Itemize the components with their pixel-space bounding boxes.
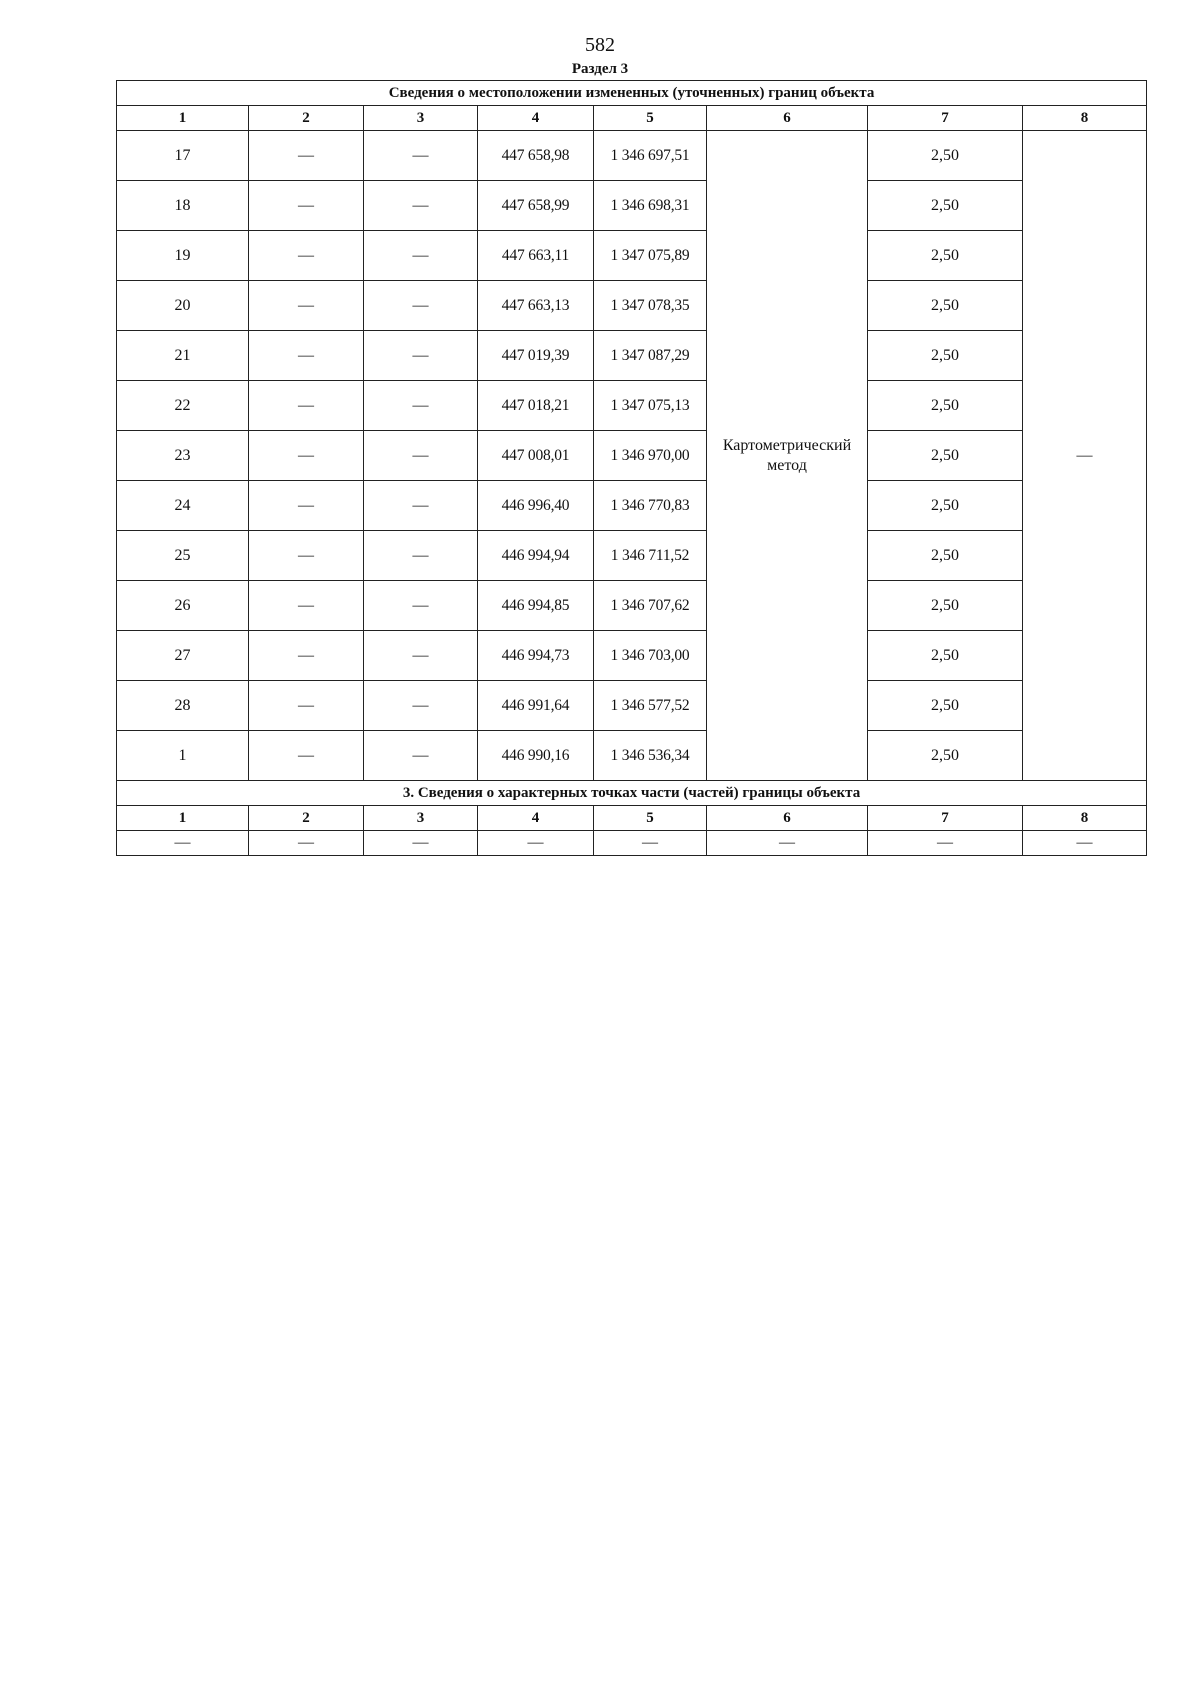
- y-coordinate-cell: 1 346 698,31: [594, 181, 707, 231]
- table2-caption-row: [117, 781, 1147, 806]
- accuracy-cell: 2,50: [868, 481, 1023, 531]
- col2-cell: —: [249, 481, 364, 531]
- col2-cell: —: [249, 281, 364, 331]
- accuracy-cell: 2,50: [868, 131, 1023, 181]
- col3-cell: —: [364, 431, 478, 481]
- y-coordinate-cell: 1 347 087,29: [594, 331, 707, 381]
- col2-cell: —: [249, 181, 364, 231]
- y-coordinate-cell: 1 347 078,35: [594, 281, 707, 331]
- table1-header-cell: 8: [1023, 106, 1147, 131]
- x-coordinate-cell: 446 990,16: [478, 731, 594, 781]
- y-coordinate-cell: 1 346 697,51: [594, 131, 707, 181]
- point-number-cell: 24: [117, 481, 249, 531]
- y-coordinate-cell: 1 346 707,62: [594, 581, 707, 631]
- accuracy-cell: 2,50: [868, 381, 1023, 431]
- col3-cell: —: [364, 281, 478, 331]
- table-row: [117, 331, 1147, 381]
- table2-cell: —: [478, 831, 594, 856]
- col2-cell: —: [249, 581, 364, 631]
- col2-cell: —: [249, 381, 364, 431]
- y-coordinate-cell: 1 346 711,52: [594, 531, 707, 581]
- x-coordinate-cell: 447 663,13: [478, 281, 594, 331]
- table2-header-cell: 7: [868, 806, 1023, 831]
- x-coordinate-cell: 446 994,73: [478, 631, 594, 681]
- table1-caption: Сведения о местоположении измененных (уточненных) границ объекта: [117, 81, 1147, 106]
- x-coordinate-cell: 446 996,40: [478, 481, 594, 531]
- point-number-cell: 26: [117, 581, 249, 631]
- y-coordinate-cell: 1 346 703,00: [594, 631, 707, 681]
- col3-cell: —: [364, 631, 478, 681]
- table2-caption: 3. Сведения о характерных точках части (частей) границы объекта: [117, 781, 1147, 806]
- col2-cell: —: [249, 731, 364, 781]
- point-number-cell: 25: [117, 531, 249, 581]
- y-coordinate-cell: 1 347 075,13: [594, 381, 707, 431]
- point-number-cell: 17: [117, 131, 249, 181]
- point-number-cell: 19: [117, 231, 249, 281]
- col2-cell: —: [249, 631, 364, 681]
- accuracy-cell: 2,50: [868, 681, 1023, 731]
- table2-header-row: [117, 806, 1147, 831]
- x-coordinate-cell: 447 018,21: [478, 381, 594, 431]
- table-row: [117, 381, 1147, 431]
- table2-row: [117, 831, 1147, 856]
- table-row: [117, 581, 1147, 631]
- table-row: [117, 631, 1147, 681]
- y-coordinate-cell: 1 346 770,83: [594, 481, 707, 531]
- accuracy-cell: 2,50: [868, 331, 1023, 381]
- table-row: [117, 131, 1147, 181]
- col8-cell: —: [1023, 131, 1147, 781]
- x-coordinate-cell: 446 991,64: [478, 681, 594, 731]
- point-number-cell: 18: [117, 181, 249, 231]
- table1-header-cell: 3: [364, 106, 478, 131]
- accuracy-cell: 2,50: [868, 581, 1023, 631]
- x-coordinate-cell: 447 008,01: [478, 431, 594, 481]
- col3-cell: —: [364, 381, 478, 431]
- point-number-cell: 1: [117, 731, 249, 781]
- table1-header-cell: 5: [594, 106, 707, 131]
- table1-header-cell: 4: [478, 106, 594, 131]
- col3-cell: —: [364, 481, 478, 531]
- x-coordinate-cell: 447 663,11: [478, 231, 594, 281]
- col3-cell: —: [364, 731, 478, 781]
- table1-header-row: [117, 106, 1147, 131]
- table-body: [117, 81, 1147, 856]
- table2-cell: —: [707, 831, 868, 856]
- table2-header-cell: 5: [594, 806, 707, 831]
- table2-header-cell: 4: [478, 806, 594, 831]
- table2-header-cell: 8: [1023, 806, 1147, 831]
- x-coordinate-cell: 447 019,39: [478, 331, 594, 381]
- col3-cell: —: [364, 581, 478, 631]
- table-row: [117, 431, 1147, 481]
- col3-cell: —: [364, 531, 478, 581]
- col2-cell: —: [249, 331, 364, 381]
- table2-cell: —: [249, 831, 364, 856]
- table2-cell: —: [364, 831, 478, 856]
- x-coordinate-cell: 446 994,85: [478, 581, 594, 631]
- table1-caption-row: [117, 81, 1147, 106]
- page-number: 582: [585, 34, 615, 56]
- y-coordinate-cell: 1 347 075,89: [594, 231, 707, 281]
- y-coordinate-cell: 1 346 970,00: [594, 431, 707, 481]
- table2-header-cell: 1: [117, 806, 249, 831]
- point-number-cell: 23: [117, 431, 249, 481]
- table2-cell: —: [1023, 831, 1147, 856]
- col3-cell: —: [364, 331, 478, 381]
- point-number-cell: 27: [117, 631, 249, 681]
- y-coordinate-cell: 1 346 536,34: [594, 731, 707, 781]
- point-number-cell: 28: [117, 681, 249, 731]
- table-row: [117, 481, 1147, 531]
- point-number-cell: 22: [117, 381, 249, 431]
- table1-header-cell: 6: [707, 106, 868, 131]
- table1-header-cell: 1: [117, 106, 249, 131]
- col2-cell: —: [249, 431, 364, 481]
- x-coordinate-cell: 447 658,98: [478, 131, 594, 181]
- table-row: [117, 731, 1147, 781]
- table2-header-cell: 3: [364, 806, 478, 831]
- col2-cell: —: [249, 231, 364, 281]
- accuracy-cell: 2,50: [868, 731, 1023, 781]
- accuracy-cell: 2,50: [868, 281, 1023, 331]
- accuracy-cell: 2,50: [868, 531, 1023, 581]
- table2-cell: —: [117, 831, 249, 856]
- table-row: [117, 281, 1147, 331]
- y-coordinate-cell: 1 346 577,52: [594, 681, 707, 731]
- accuracy-cell: 2,50: [868, 181, 1023, 231]
- point-number-cell: 21: [117, 331, 249, 381]
- accuracy-cell: 2,50: [868, 631, 1023, 681]
- x-coordinate-cell: 447 658,99: [478, 181, 594, 231]
- table-row: [117, 681, 1147, 731]
- table2-cell: —: [594, 831, 707, 856]
- accuracy-cell: 2,50: [868, 431, 1023, 481]
- accuracy-cell: 2,50: [868, 231, 1023, 281]
- table2-header-cell: 6: [707, 806, 868, 831]
- table-row: [117, 231, 1147, 281]
- method-cell: Картометрический метод: [707, 131, 868, 781]
- col2-cell: —: [249, 131, 364, 181]
- col3-cell: —: [364, 131, 478, 181]
- col3-cell: —: [364, 181, 478, 231]
- col2-cell: —: [249, 531, 364, 581]
- x-coordinate-cell: 446 994,94: [478, 531, 594, 581]
- col2-cell: —: [249, 681, 364, 731]
- col3-cell: —: [364, 681, 478, 731]
- table2-header-cell: 2: [249, 806, 364, 831]
- table-row: [117, 531, 1147, 581]
- table1-header-cell: 2: [249, 106, 364, 131]
- table1-header-cell: 7: [868, 106, 1023, 131]
- boundary-coordinates-table: [116, 80, 1147, 856]
- table-row: [117, 181, 1147, 231]
- table2-cell: —: [868, 831, 1023, 856]
- point-number-cell: 20: [117, 281, 249, 331]
- section-title: Раздел 3: [571, 61, 629, 77]
- col3-cell: —: [364, 231, 478, 281]
